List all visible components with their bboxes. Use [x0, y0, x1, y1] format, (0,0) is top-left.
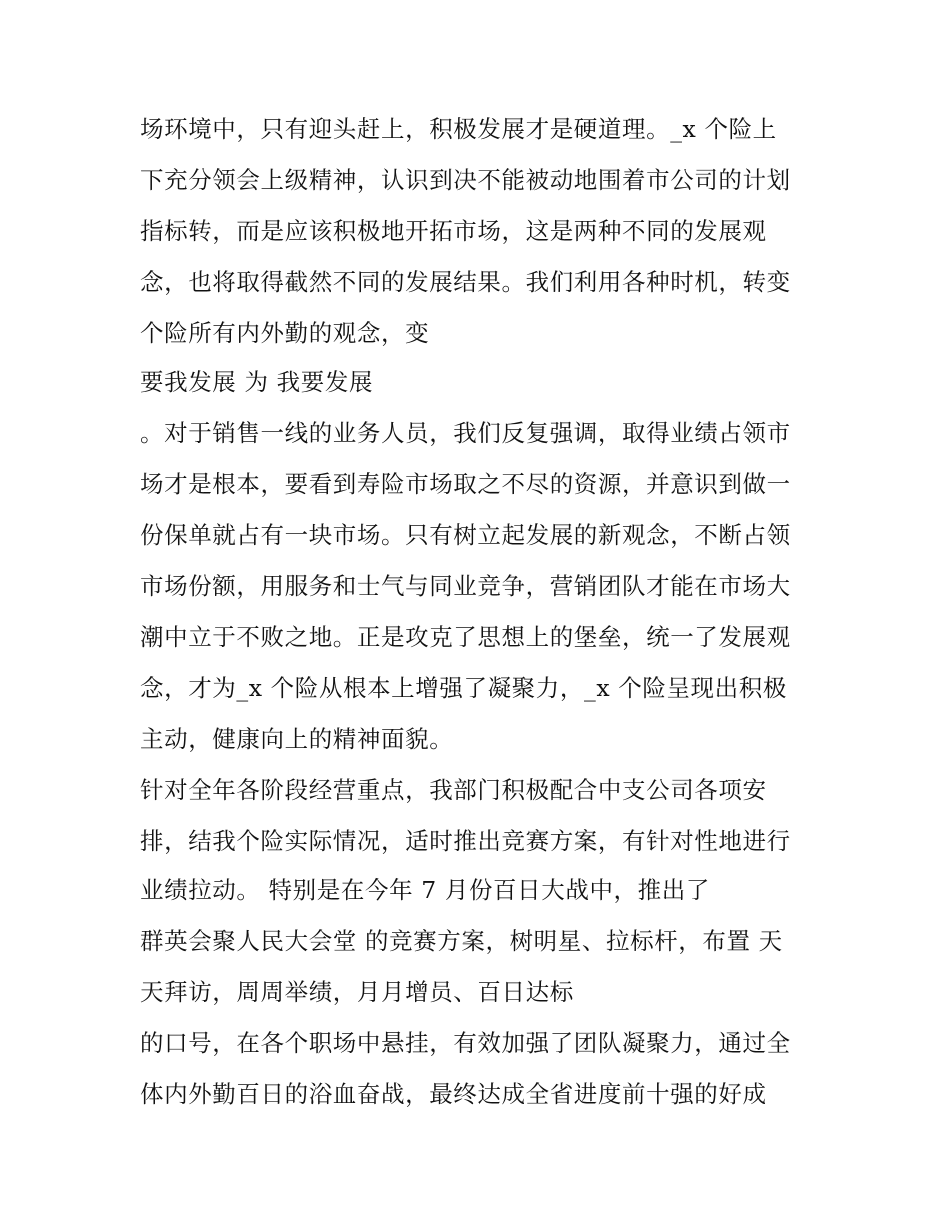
text-line: 的口号，在各个职场中悬挂，有效加强了团队凝聚力，通过全 [140, 1029, 791, 1057]
text-line: 念，才为_x 个险从根本上增强了凝聚力，_x 个险呈现出积极 [140, 674, 787, 702]
text-line: 份保单就占有一块市场。只有树立起发展的新观念，不断占领 [140, 521, 791, 549]
text-line: 业绩拉动。 特别是在今年 7 月份百日大战中，推出了 [140, 876, 710, 904]
text-line: 主动，健康向上的精神面貌。 [140, 725, 454, 753]
text-line: 要我发展 为 我要发展 [140, 368, 374, 396]
text-line: 天拜访，周周举绩，月月增员、百日达标 [140, 978, 574, 1006]
text-line: 市场份额，用服务和士气与同业竞争，营销团队才能在市场大 [140, 572, 791, 600]
text-line: 下充分领会上级精神，认识到决不能被动地围着市公司的计划 [140, 166, 791, 194]
text-line: 念，也将取得截然不同的发展结果。我们利用各种时机，转变 [140, 268, 791, 296]
text-line: 。对于销售一线的业务人员，我们反复强调，取得业绩占领市 [140, 419, 791, 447]
text-line: 场环境中，只有迎头赶上，积极发展才是硬道理。_x 个险上 [140, 115, 777, 143]
text-line: 个险所有内外勤的观念，变 [140, 319, 430, 347]
text-line: 体内外勤百日的浴血奋战，最终达成全省进度前十强的好成 [140, 1080, 767, 1108]
text-line: 潮中立于不败之地。正是攻克了思想上的堡垒，统一了发展观 [140, 623, 791, 651]
text-line: 群英会聚人民大会堂 的竞赛方案，树明星、拉标杆，布置 天 [140, 927, 783, 955]
text-line: 排，结我个险实际情况，适时推出竞赛方案，有针对性地进行 [140, 827, 791, 855]
text-line: 针对全年各阶段经营重点，我部门积极配合中支公司各项安 [140, 776, 767, 804]
text-line: 场才是根本，要看到寿险市场取之不尽的资源，并意识到做一 [140, 470, 791, 498]
text-line: 指标转，而是应该积极地开拓市场，这是两种不同的发展观 [140, 217, 767, 245]
